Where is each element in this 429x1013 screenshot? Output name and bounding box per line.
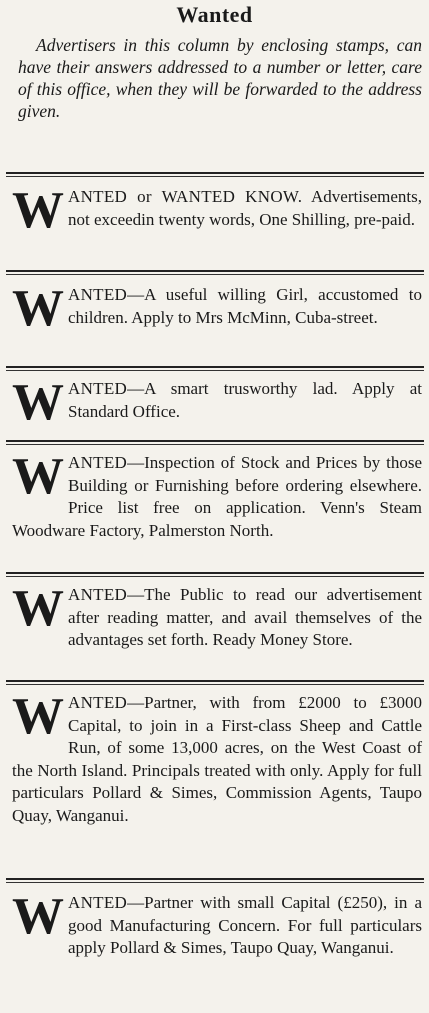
ad-useful-girl (12, 280, 422, 337)
ad-partner-small-capital (12, 888, 422, 960)
ad-lead: ANTED (68, 285, 128, 304)
ad-lead: ANTED (68, 893, 128, 912)
dropcap: W (12, 888, 64, 945)
ad-body: —Partner with small Capital (£250), in a good Manufacturing Concern. For full particulars apply Pollard & Simes, Taupo Quay, Wanganui. (68, 893, 422, 957)
divider (6, 440, 424, 442)
column-heading: Wanted (176, 2, 253, 27)
dropcap: W (12, 280, 64, 337)
ad-smart-lad (12, 374, 422, 431)
dropcap: W (12, 580, 64, 637)
ad-body: —The Public to read our advertisement after reading matter, and avail themselves of the advantages set forth. Ready Money Store. (68, 585, 422, 649)
dropcap: W (12, 688, 64, 745)
ad-inspection-stock (12, 448, 422, 542)
ad-lead: ANTED (68, 693, 128, 712)
ad-lead: ANTED (68, 379, 128, 398)
divider (6, 270, 424, 272)
ad-wanted-known (12, 182, 422, 239)
ad-lead: ANTED (68, 585, 128, 604)
divider (6, 172, 424, 174)
ad-body: —Partner, with from £2000 to £3000 Capital, to join in a First-class Sheep and Cattle Run, of some 13,000 acres, on the West Coast of the North Island. Principals treated with only. Apply for full particulars Pollard & Simes, Commission Agents, Taupo Quay, Wanganui. (12, 693, 422, 825)
ad-body: —Inspection of Stock and Prices by those Building or Furnishing before ordering elsewhere. Price list free on application. Venn's Steam Woodware Factory, Palmerston North. (12, 453, 422, 540)
dropcap: W (12, 374, 64, 431)
divider (6, 366, 424, 368)
divider (6, 878, 424, 880)
ad-lead: ANTED or WANTED KNOW. (68, 187, 303, 206)
divider (6, 680, 424, 682)
ad-partner-capital (12, 688, 422, 827)
ad-body: —A useful willing Girl, accustomed to children. Apply to Mrs McMinn, Cuba-street. (68, 285, 422, 327)
ad-body: Advertisements, not exceedin twenty words, One Shilling, pre-paid. (68, 187, 422, 229)
ad-lead: ANTED (68, 453, 128, 472)
dropcap: W (12, 448, 64, 505)
column-intro: Advertisers in this column by enclosing stamps, can have their answers addressed to a number or letter, care of this office, when they will be forwarded to the address given. (18, 35, 422, 121)
dropcap: W (12, 182, 64, 239)
ad-body: —A smart trusworthy lad. Apply at Standard Office. (68, 379, 422, 421)
ad-public-read (12, 580, 422, 652)
divider (6, 572, 424, 574)
